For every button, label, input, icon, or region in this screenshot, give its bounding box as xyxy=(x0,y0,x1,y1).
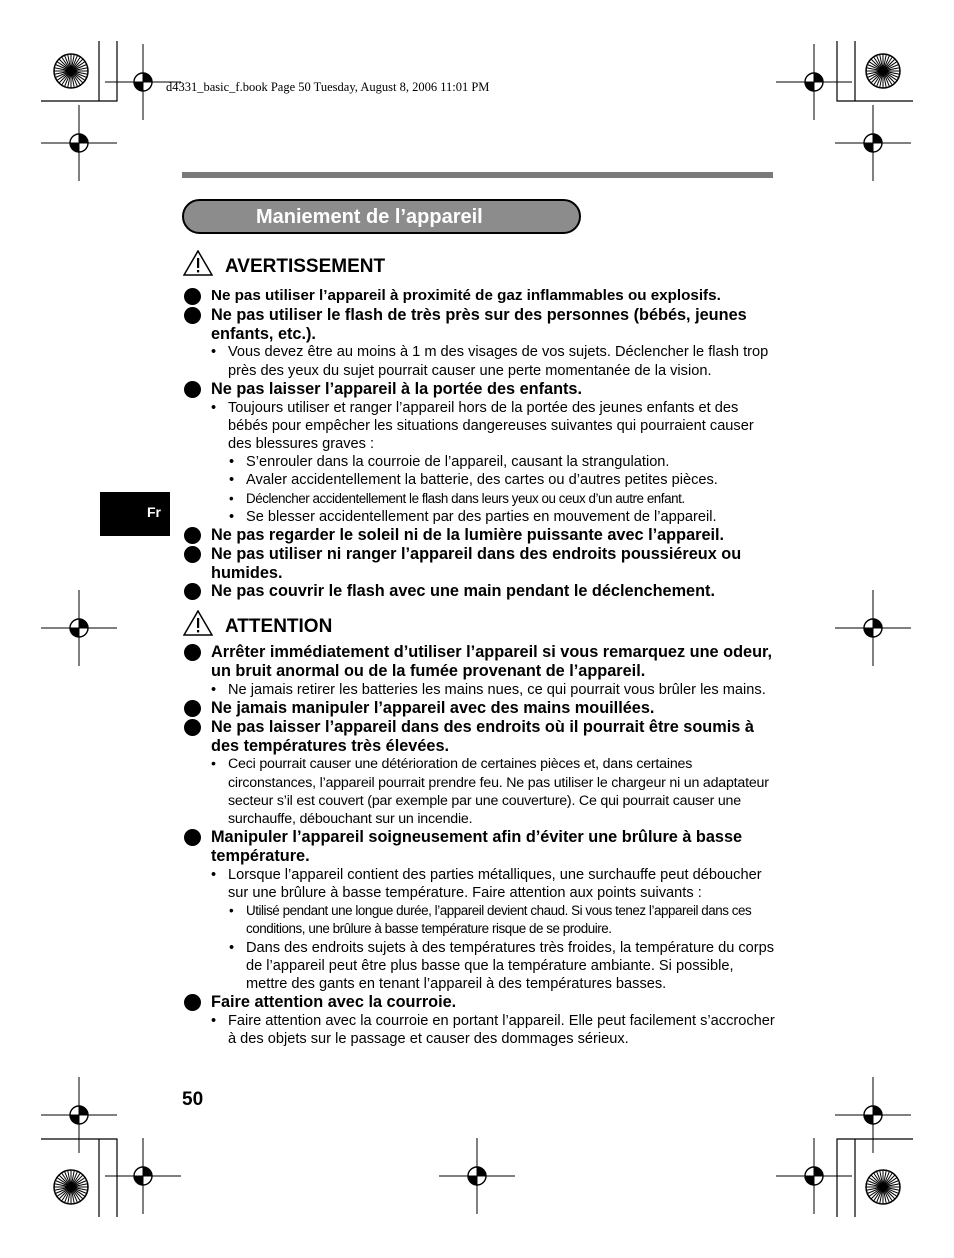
note: • Lorsque l’appareil contient des parties métalliques, une surchauffe peut déboucher sur une brûlure à basse température. Faire attention aux points suivants : xyxy=(211,866,762,901)
bullet-icon xyxy=(184,527,201,544)
note: • Ne jamais retirer les batteries les mains nues, ce qui pourrait vous brûler les mains. xyxy=(211,681,766,698)
bullet-icon xyxy=(184,719,201,736)
page-number: 50 xyxy=(182,1089,204,1110)
section-title: Maniement de l’appareil xyxy=(256,206,483,228)
section-header xyxy=(182,199,581,234)
warning-triangle-icon xyxy=(183,610,213,636)
bullet-icon xyxy=(184,583,201,600)
note: • Faire attention avec la courroie en portant l’appareil. Elle peut facilement s’accrocher à des objets sur le passage et causer des dommages sérieux. xyxy=(211,1013,775,1048)
note: • Vous devez être au moins à 1 m des visages de vos sujets. Déclencher le flash trop près des yeux du sujet pourrait causer une perte momentanée de la vision. xyxy=(211,344,769,379)
bullet-icon xyxy=(184,288,201,305)
caution-item: Ne pas laisser l’appareil dans des endroits où il pourrait être soumis à des températures très élevées. xyxy=(182,718,778,756)
language-label: Fr xyxy=(147,504,161,520)
safety-content xyxy=(182,250,778,1048)
warning-item: Ne pas utiliser ni ranger l’appareil dans des endroits poussiéreux ou humides. xyxy=(182,545,778,583)
warning-item: Ne pas couvrir le flash avec une main pendant le déclenchement. xyxy=(182,582,778,601)
warning-heading xyxy=(182,250,778,287)
bullet-icon xyxy=(184,700,201,717)
caution-heading xyxy=(182,610,778,643)
warning-title: AVERTISSEMENT xyxy=(225,256,386,277)
warning-item: Ne pas utiliser l’appareil à proximité de gaz inflammables ou explosifs. xyxy=(182,287,778,306)
subnote: • Dans des endroits sujets à des températures très froides, la température du corps de l’appareil peut être plus basse que la température ambiante. Si possible, mettre des gants en tenant l’appareil à des températures basses. xyxy=(229,939,775,993)
top-rule xyxy=(182,172,773,178)
bullet-icon xyxy=(184,546,201,563)
caution-title: ATTENTION xyxy=(225,616,333,638)
language-tab xyxy=(100,492,170,536)
warning-item: Ne pas utiliser le flash de très près sur des personnes (bébés, jeunes enfants, etc.). xyxy=(182,306,778,344)
bullet-icon xyxy=(184,644,201,661)
caution-item: Manipuler l’appareil soigneusement afin d’éviter une brûlure à basse température. xyxy=(182,828,778,866)
caution-item: Ne jamais manipuler l’appareil avec des mains mouillées. xyxy=(182,699,778,718)
bullet-icon xyxy=(184,829,201,846)
warning-item: Ne pas laisser l’appareil à la portée des enfants. xyxy=(182,380,778,399)
subnote: • Se blesser accidentellement par des parties en mouvement de l’appareil. xyxy=(229,508,717,525)
warning-triangle-icon xyxy=(183,250,213,276)
warning-item: Ne pas regarder le soleil ni de la lumière puissante avec l’appareil. xyxy=(182,526,778,545)
subnote: • S’enrouler dans la courroie de l’appareil, causant la strangulation. xyxy=(229,454,670,471)
note: • Toujours utiliser et ranger l’appareil hors de la portée des jeunes enfants et des bébés pour empêcher les situations dangereuses suivantes qui pourraient causer des blessures graves : xyxy=(211,399,754,452)
bullet-icon xyxy=(184,307,201,324)
subnote: • Utilisé pendant une longue durée, l’appareil devient chaud. Si vous tenez l’appareil dans ces conditions, une brûlure à basse température risque de se produire. xyxy=(229,903,752,937)
note: • Ceci pourrait causer une détérioration de certaines pièces et, dans certaines circonstances, l’appareil pourrait prendre feu. Ne pas utiliser le chargeur ni un adaptateur secteur s’il est couvert (par exemple par une couverture). Ce qui pourrait causer une surchauffe, débouchant sur un incendie. xyxy=(211,756,769,827)
print-header: d4331_basic_f.book Page 50 Tuesday, August 8, 2006 11:01 PM xyxy=(166,80,490,94)
subnote: • Déclencher accidentellement le flash dans leurs yeux ou ceux d’un autre enfant. xyxy=(229,490,685,506)
caution-item: Arrêter immédiatement d’utiliser l’appareil si vous remarquez une odeur, un bruit anormal ou de la fumée provenant de l’appareil. xyxy=(182,643,778,681)
subnote: • Avaler accidentellement la batterie, des cartes ou d’autres petites pièces. xyxy=(229,472,718,489)
bullet-icon xyxy=(184,381,201,398)
bullet-icon xyxy=(184,994,201,1011)
caution-item: Faire attention avec la courroie. xyxy=(182,993,778,1012)
